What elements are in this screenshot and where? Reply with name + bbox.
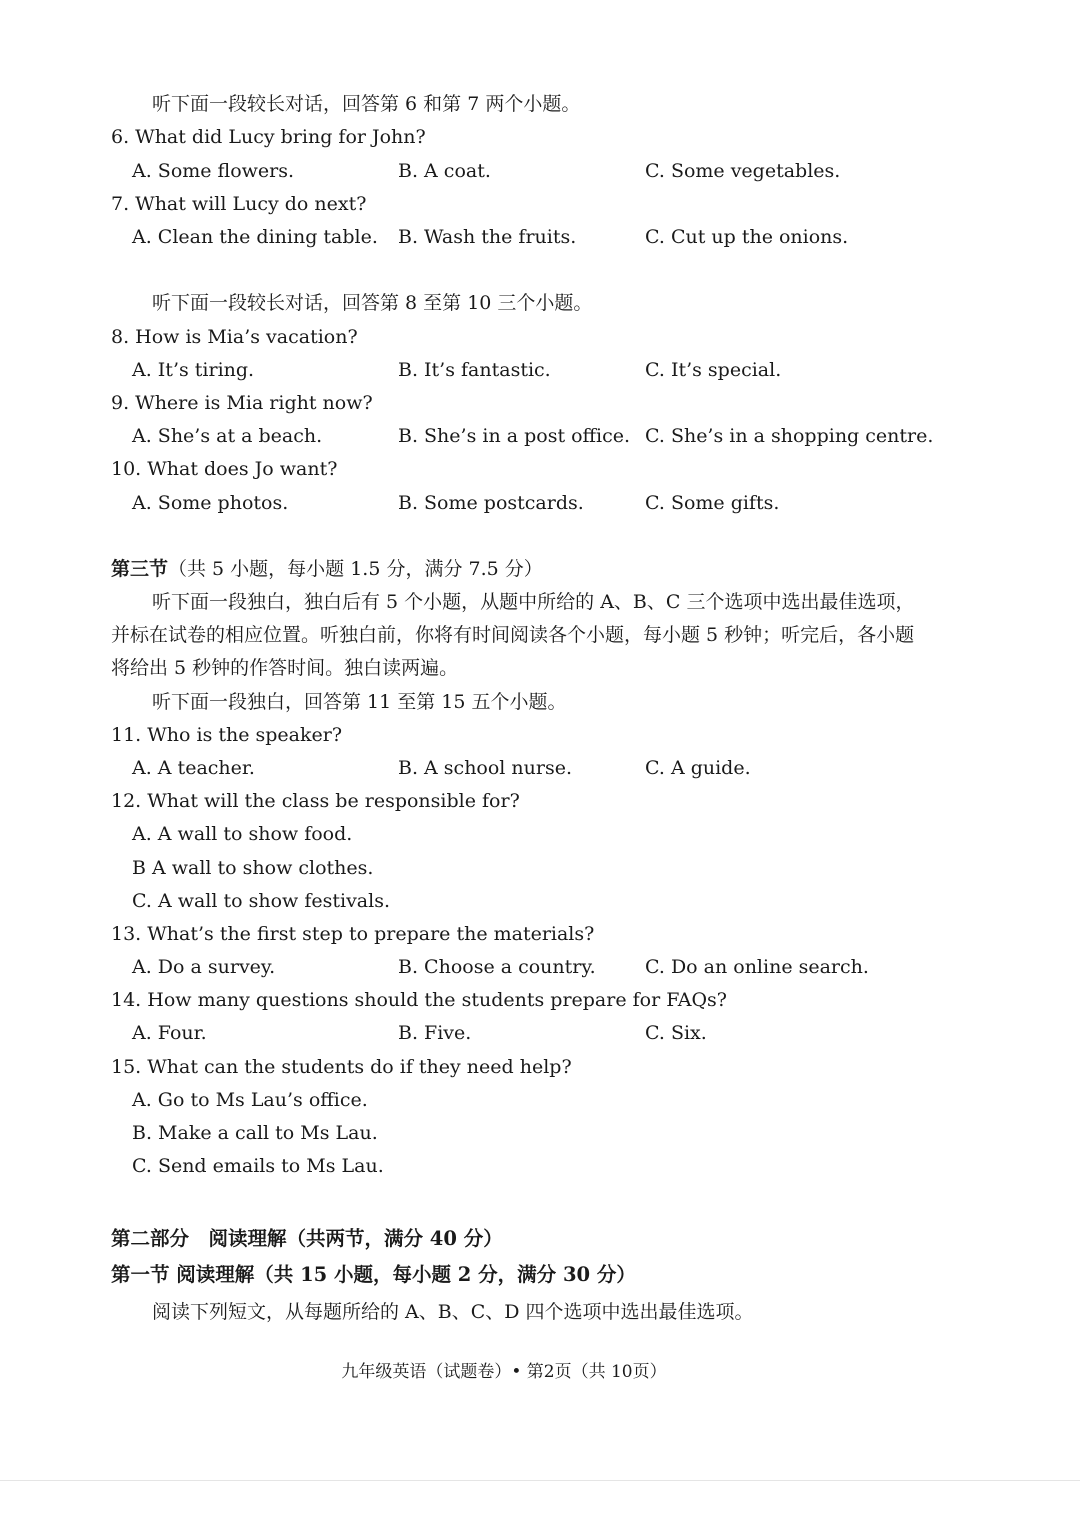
question-11-option-c: C. A guide. — [645, 757, 751, 779]
question-12-stem: 12. What will the class be responsible for? — [111, 790, 520, 812]
question-13-option-b: B. Choose a country. — [398, 956, 596, 978]
question-14-stem: 14. How many questions should the students prepare for FAQs? — [111, 989, 727, 1011]
question-14-option-c: C. Six. — [645, 1022, 707, 1044]
question-10-option-c: C. Some gifts. — [645, 492, 780, 514]
question-14-option-b: B. Five. — [398, 1022, 472, 1044]
question-6-option-b: B. A coat. — [398, 160, 491, 182]
question-8-stem: 8. How is Mia’s vacation? — [111, 326, 358, 348]
question-10-option-b: B. Some postcards. — [398, 492, 584, 514]
part-2-instruction: 阅读下列短文，从每题所给的 A、B、C、D 四个选项中选出最佳选项。 — [152, 1301, 754, 1323]
question-11-option-b: B. A school nurse. — [398, 757, 573, 779]
intro-8-10: 听下面一段较长对话，回答第 8 至第 10 三个小题。 — [152, 292, 593, 314]
question-12-option-c: C. A wall to show festivals. — [132, 890, 390, 912]
question-12-option-b: B A wall to show clothes. — [132, 857, 374, 879]
question-13-option-a: A. Do a survey. — [132, 956, 276, 978]
question-9-stem: 9. Where is Mia right now? — [111, 392, 373, 414]
question-7-option-a: A. Clean the dining table. — [132, 226, 378, 248]
question-8-option-a: A. It’s tiring. — [132, 359, 255, 381]
intro-6-7: 听下面一段较长对话，回答第 6 和第 7 两个小题。 — [152, 93, 581, 115]
section-3-instruction-line-3: 将给出 5 秒钟的作答时间。独白读两遍。 — [111, 657, 459, 679]
question-6-stem: 6. What did Lucy bring for John? — [111, 126, 426, 148]
question-9-option-b: B. She’s in a post office. — [398, 425, 631, 447]
question-13-stem: 13. What’s the first step to prepare the materials? — [111, 923, 595, 945]
question-11-stem: 11. Who is the speaker? — [111, 724, 343, 746]
question-7-option-b: B. Wash the fruits. — [398, 226, 577, 248]
section-3-instruction-line-1: 听下面一段独白，独白后有 5 个小题，从题中所给的 A、B、C 三个选项中选出最佳选项， — [152, 591, 915, 613]
question-13-option-c: C. Do an online search. — [645, 956, 869, 978]
question-6-option-c: C. Some vegetables. — [645, 160, 841, 182]
question-14-option-a: A. Four. — [132, 1022, 207, 1044]
question-6-option-a: A. Some flowers. — [132, 160, 295, 182]
question-10-stem: 10. What does Jo want? — [111, 458, 338, 480]
question-7-stem: 7. What will Lucy do next? — [111, 193, 367, 215]
question-15-option-c: C. Send emails to Ms Lau. — [132, 1155, 384, 1177]
section-3-heading-label: 第三节 — [111, 558, 169, 580]
question-15-option-b: B. Make a call to Ms Lau. — [132, 1122, 378, 1144]
bottom-divider — [0, 1480, 1080, 1481]
question-9-option-a: A. She’s at a beach. — [132, 425, 323, 447]
question-8-option-c: C. It’s special. — [645, 359, 782, 381]
page-footer: 九年级英语（试题卷）• 第2页（共 10页） — [341, 1362, 667, 1382]
question-10-option-a: A. Some photos. — [132, 492, 289, 514]
part-2-heading: 第二部分 阅读理解（共两节，满分 40 分） — [111, 1227, 503, 1250]
question-12-option-a: A. A wall to show food. — [132, 823, 353, 845]
question-15-stem: 15. What can the students do if they need help? — [111, 1056, 572, 1078]
part-2-section-1-heading: 第一节 阅读理解（共 15 小题，每小题 2 分，满分 30 分） — [111, 1263, 636, 1286]
section-3-instruction-line-2: 并标在试卷的相应位置。听独白前，你将有时间阅读各个小题，每小题 5 秒钟；听完后，各小题 — [111, 624, 915, 646]
question-15-option-a: A. Go to Ms Lau’s office. — [132, 1089, 368, 1111]
question-7-option-c: C. Cut up the onions. — [645, 226, 849, 248]
section-3-heading — [111, 556, 543, 582]
question-8-option-b: B. It’s fantastic. — [398, 359, 551, 381]
question-11-option-a: A. A teacher. — [132, 757, 255, 779]
intro-11-15: 听下面一段独白，回答第 11 至第 15 五个小题。 — [152, 691, 567, 713]
question-9-option-c: C. She’s in a shopping centre. — [645, 425, 934, 447]
section-3-heading-detail: （共 5 小题，每小题 1.5 分，满分 7.5 分） — [168, 558, 543, 580]
